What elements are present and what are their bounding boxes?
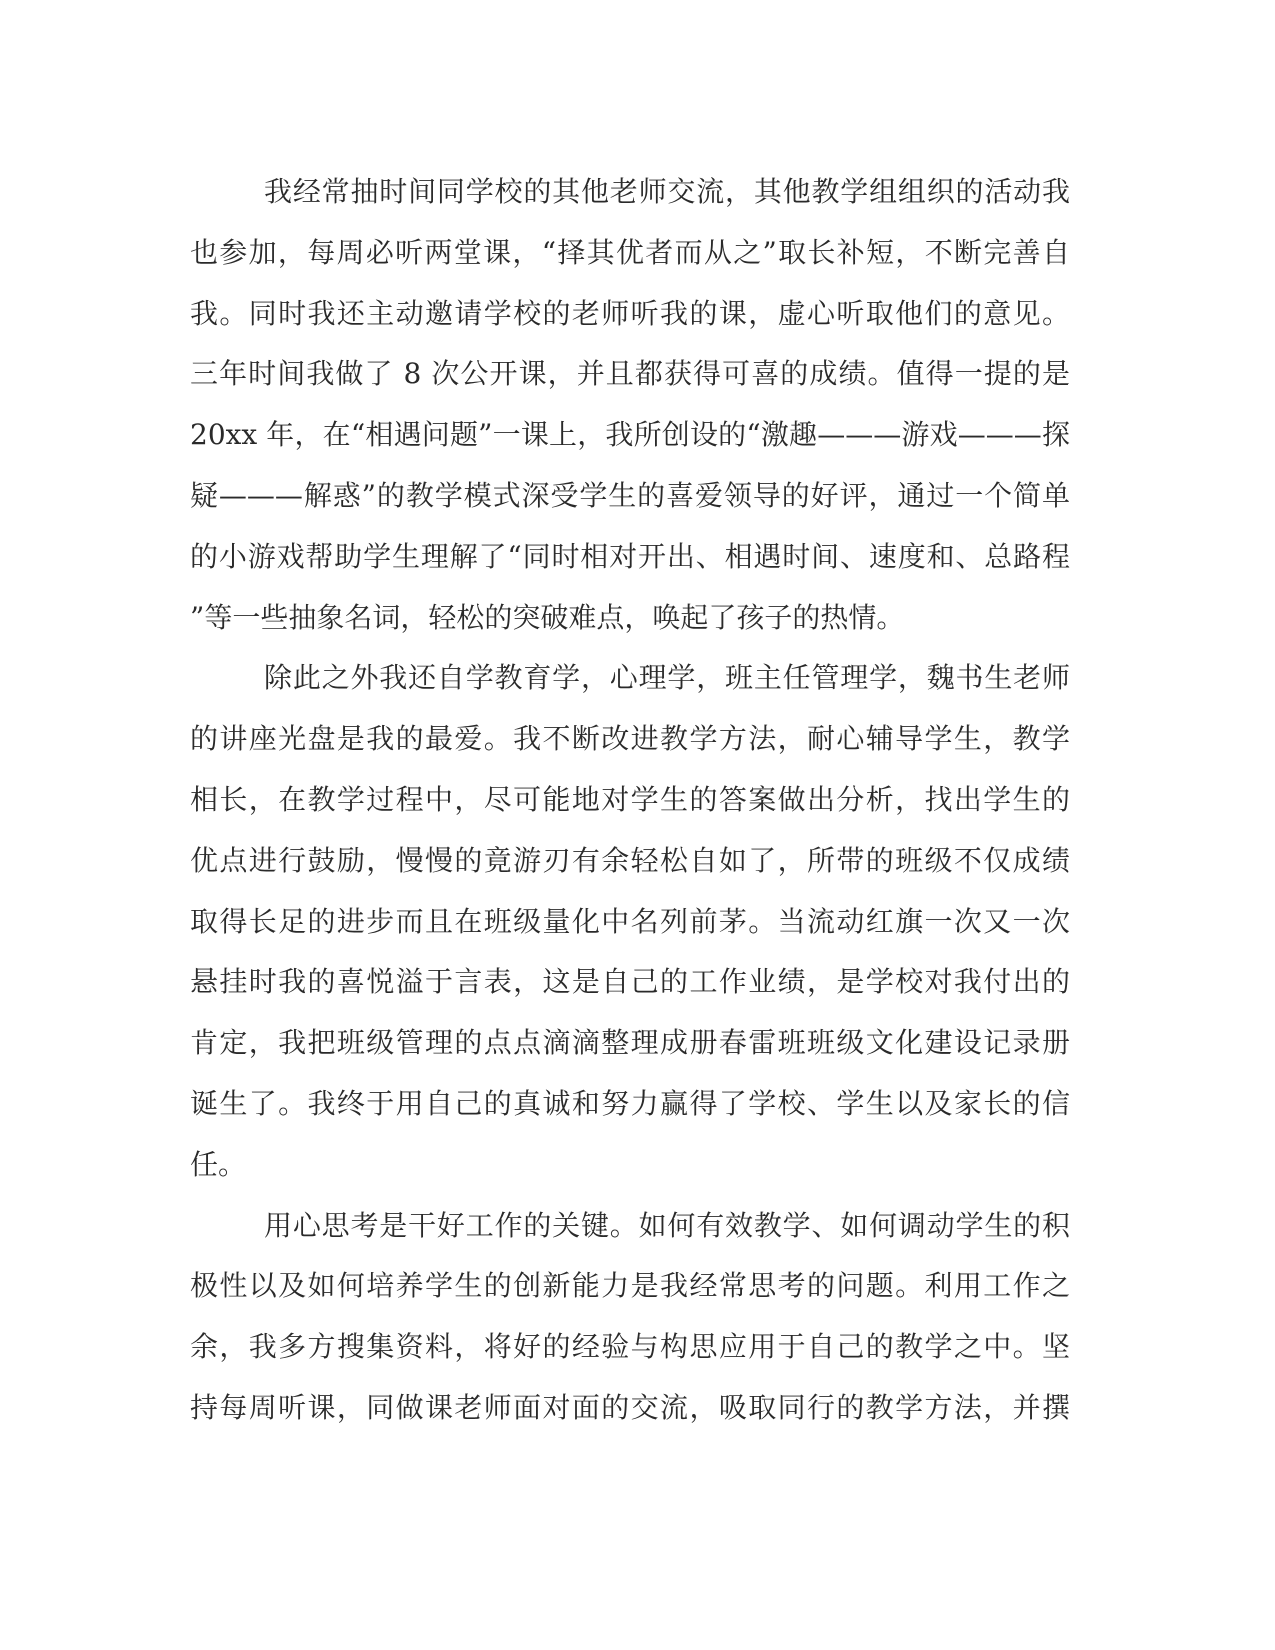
paragraph-1-line-1: 我经常抽时间同学校的其他老师交流，其他教学组组织的活动我 — [264, 175, 1070, 208]
paragraph-1-line-5: 20xx 年，在“相遇问题”一课上，我所创设的“激趣———游戏———探 — [190, 418, 1070, 452]
paragraph-1-line-3: 我。同时我还主动邀请学校的老师听我的课，虚心听取他们的意见。 — [190, 296, 1070, 330]
paragraph-1-line-8: ”等一些抽象名词，轻松的突破难点，唤起了孩子的热情。 — [190, 600, 905, 634]
paragraph-3-line-1: 用心思考是干好工作的关键。如何有效教学、如何调动学生的积 — [264, 1208, 1070, 1242]
paragraph-3-line-4: 持每周听课，同做课老师面对面的交流，吸取同行的教学方法，并撰 — [190, 1390, 1070, 1424]
paragraph-1-line-7: 的小游戏帮助学生理解了“同时相对开出、相遇时间、速度和、总路程 — [190, 539, 1070, 573]
paragraph-2-line-6: 悬挂时我的喜悦溢于言表，这是自己的工作业绩，是学校对我付出的 — [190, 965, 1070, 999]
paragraph-2-line-5: 取得长足的进步而且在班级量化中名列前茅。当流动红旗一次又一次 — [190, 904, 1070, 938]
paragraph-3-line-3: 余，我多方搜集资料，将好的经验与构思应用于自己的教学之中。坚 — [190, 1330, 1070, 1364]
paragraph-3-line-2: 极性以及如何培养学生的创新能力是我经常思考的问题。利用工作之 — [190, 1269, 1070, 1303]
paragraph-2-line-9: 任。 — [190, 1147, 247, 1181]
paragraph-2-line-2: 的讲座光盘是我的最爱。我不断改进教学方法，耐心辅导学生，教学 — [190, 722, 1070, 756]
paragraph-2-line-8: 诞生了。我终于用自己的真诚和努力赢得了学校、学生以及家长的信 — [190, 1086, 1070, 1120]
paragraph-2-line-7: 肯定，我把班级管理的点点滴滴整理成册春雷班班级文化建设记录册 — [190, 1026, 1070, 1060]
paragraph-1-line-6: 疑———解惑”的教学模式深受学生的喜爱领导的好评，通过一个简单 — [190, 478, 1070, 512]
paragraph-1-line-4: 三年时间我做了 8 次公开课，并且都获得可喜的成绩。值得一提的是 — [190, 357, 1070, 391]
paragraph-2-line-3: 相长，在教学过程中，尽可能地对学生的答案做出分析，找出学生的 — [190, 782, 1070, 816]
body-text — [190, 162, 1070, 1439]
paragraph-2-line-4: 优点进行鼓励，慢慢的竟游刃有余轻松自如了，所带的班级不仅成绩 — [190, 843, 1070, 877]
paragraph-1-line-2: 也参加，每周必听两堂课，“择其优者而从之”取长补短，不断完善自 — [190, 235, 1070, 269]
paragraph-2-line-1: 除此之外我还自学教育学，心理学，班主任管理学，魏书生老师 — [264, 661, 1070, 695]
